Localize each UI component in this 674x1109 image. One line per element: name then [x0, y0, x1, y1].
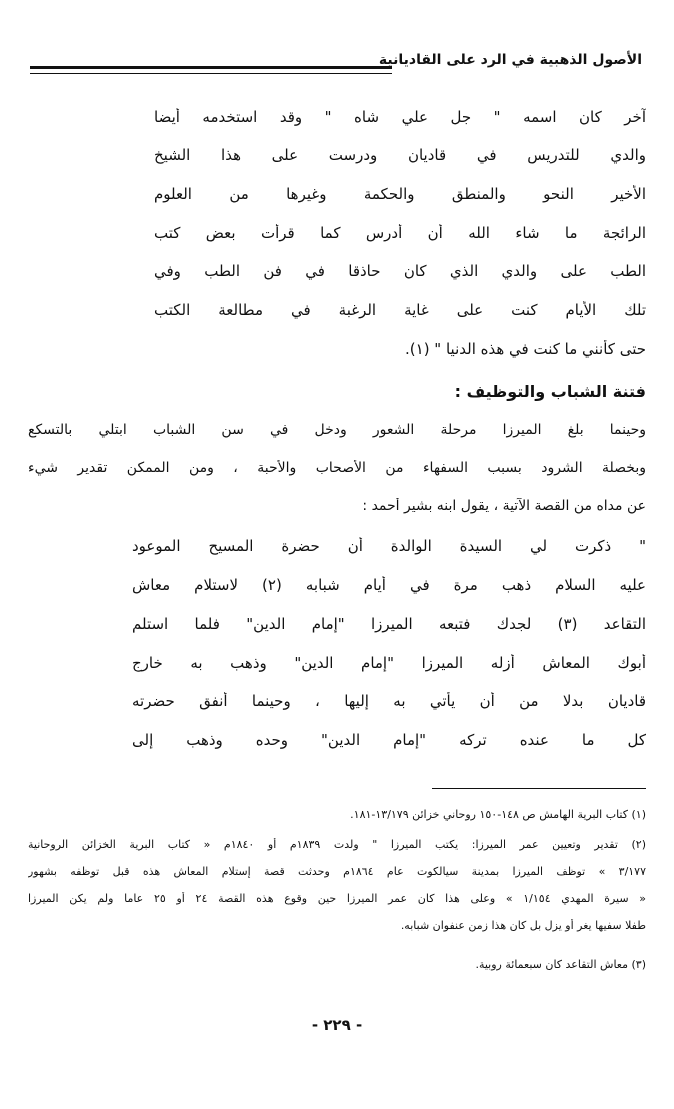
header-title: الأصول الذهبية في الرد على القاديانية	[378, 52, 642, 68]
quote-line: قاديان بدلا من أن يأتي به إليها ، وحينما أنفق حضرته	[132, 692, 646, 710]
quote-line: الطب على والدي الذي كان حاذقا في فن الطب وفي	[154, 262, 646, 280]
footnote-separator	[432, 788, 646, 789]
quote-line: التقاعد (٣) لجدك فتبعه الميرزا "إمام الدين" فلما استلم	[132, 615, 646, 633]
quote-line: كل ما عنده تركه "إمام الدين" وحده وذهب إلى	[132, 731, 646, 749]
footnote: (٢) تقدير وتعيين عمر الميرزا: يكتب الميرزا " ولدت ١٨٣٩م أو ١٨٤٠م « كتاب البرية الخزائن الروحانية	[28, 838, 646, 851]
paragraph-line: وبخصلة الشرود بسبب السفهاء من الأصحاب والأحبة ، ومن الممكن تقدير شيء	[28, 460, 646, 476]
quote-line: آخر كان اسمه " جل علي شاه " وقد استخدمه أيضا	[154, 108, 646, 126]
quote-line: حتى كأنني ما كنت في هذه الدنيا " (١).	[405, 340, 646, 358]
quote-line: الرائجة ما شاء الله أن أدرس كما قرأت بعض كتب	[154, 224, 646, 242]
quote-line: والدي للتدريس في قاديان ودرست على هذا الشيخ	[154, 146, 646, 164]
paragraph-line: عن مداه من القصة الآتية ، يقول ابنه بشير أحمد :	[362, 498, 646, 514]
section-heading: فتنة الشباب والتوظيف :	[454, 382, 646, 401]
quote-line: تلك الأيام كنت على غاية الرغبة في مطالعة الكتب	[154, 301, 646, 319]
running-header	[30, 50, 642, 80]
paragraph-line: وحينما بلغ الميرزا مرحلة الشعور ودخل في سن الشباب ابتلي بالتسكع	[28, 422, 646, 438]
quote-line: الأخير النحو والمنطق والحكمة وغيرها من العلوم	[154, 185, 646, 203]
quote-line: عليه السلام ذهب مرة في أيام شبابه (٢) لاستلام معاش	[132, 576, 646, 594]
footnote: ٣/١٧٧ » توظف الميرزا بمدينة سيالكوت عام ١٨٦٤م وحدثت قصة إستلام المعاش هذه قبل توظفه بشهور	[28, 865, 646, 878]
footnote: « سيرة المهدي ١/١٥٤ » وعلى هذا كان عمر الميرزا حين وقوع هذه القصة ٢٤ أو ٢٥ عاما ولم يكن الميرزا	[28, 892, 646, 905]
header-rule	[30, 66, 392, 74]
page-number: - ٢٢٩ -	[311, 1016, 363, 1034]
footnote: (١) كتاب البرية الهامش ص ١٤٨-١٥٠ روحاني خزائن ١٣/١٧٩-١٨١.	[350, 808, 646, 821]
quote-line: " ذكرت لي السيدة الوالدة أن حضرة المسيح الموعود	[132, 537, 646, 555]
footnote: طفلا سفيها يغر أو يزل بل كان هذا زمن عنفوان شبابه.	[400, 919, 646, 932]
quote-line: أبوك المعاش أزله الميرزا "إمام الدين" وذهب به خارج	[132, 654, 646, 672]
footnote: (٣) معاش التقاعد كان سبعمائة روبية.	[475, 958, 646, 971]
